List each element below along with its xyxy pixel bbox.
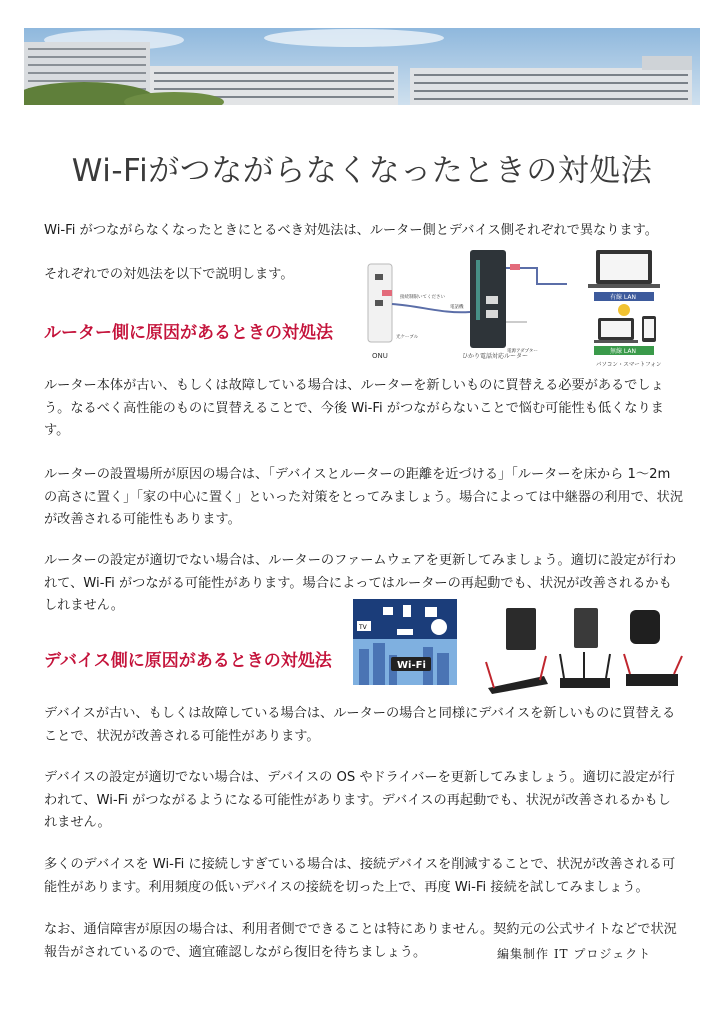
cable-label: 光ケーブル	[396, 335, 419, 340]
network-connection-diagram	[362, 246, 672, 370]
device-paragraph-4: なお、通信障害が原因の場合は、利用者側でできることは特にありません。契約元の公式サイトなどで状況報告がされているので、適宜確認しながら復旧を待ちましょう。	[44, 922, 677, 960]
router-label: ひかり電話対応ルーター	[462, 353, 529, 360]
device-paragraph-3: 多くのデバイスを Wi-Fi に接続しすぎている場合は、接続デバイスを削減することで、状況が改善される可能性があります。利用頻度の低いデバイスの接続を切った上で、再度 Wi-Fi 接続を試してみましょう。	[44, 857, 676, 895]
section-heading-router: ルーター側に原因があるときの対処法	[44, 323, 333, 343]
onu-label: ONU	[372, 352, 388, 360]
adapter-label: 電源アダプター	[507, 349, 538, 354]
devices-label: パソコン・スマートフォン	[596, 362, 662, 368]
wired-lan-label: 有線 LAN	[610, 294, 636, 301]
device-paragraph-2: デバイスの設定が適切でない場合は、デバイスの OS やドライバーを更新してみましょう。適切に設定が行われて、Wi-Fi がつながるようになる可能性があります。デバイスの再起動でも、状況が改善されるかもしれません。	[44, 770, 675, 830]
wifi-city-illustration	[353, 599, 457, 685]
tv-label: TV	[359, 624, 367, 631]
page-title: Wi-Fiがつながらなくなったときの対処法	[71, 153, 653, 189]
router-paragraph-2: ルーターの設置場所が原因の場合は、「デバイスとルーターの距離を近づける」「ルーターを床から 1～2m の高さに置く」「家の中心に置く」といった対策をとってみましょう。場合によっては中継器の利用で、状況が改善される可能性もあります。	[44, 467, 684, 527]
device-paragraph-1: デバイスが古い、もしくは故障している場合は、ルーターの場合と同様にデバイスを新しいものに買替えることで、状況が改善される可能性があります。	[44, 706, 676, 744]
router-paragraph-3: ルーターの設定が適切でない場合は、ルーターのファームウェアを更新してみましょう。適切に設定が行われて、Wi-Fi がつながる可能性があります。場合によってはルーターの再起動でも、状況が改善されるかもしれません。	[44, 553, 677, 613]
wireless-lan-label: 無線 LAN	[610, 348, 636, 355]
header-photo-apartments	[24, 28, 700, 105]
section-heading-device: デバイス側に原因があるときの対処法	[44, 651, 332, 671]
wifi-badge: Wi-Fi	[397, 660, 426, 671]
routers-photo	[484, 604, 686, 696]
router-paragraph-1: ルーター本体が古い、もしくは故障している場合は、ルーターを新しいものに買替える必要があるでしょう。なるべく高性能のものに買替えることで、今後 Wi-Fi がつながらないことで悩む可能性も低くなります。	[44, 378, 664, 438]
note-label: 接続制限いてください	[400, 295, 445, 300]
tel-label: 電話機	[450, 305, 464, 310]
intro-paragraph-2: それぞれでの対処法を以下で説明します。	[44, 267, 294, 282]
intro-paragraph: Wi-Fi がつながらなくなったときにとるべき対処法は、ルーター側とデバイス側それぞれで異なります。	[44, 223, 658, 238]
credit-line: 編集制作 IT プロジェクト	[497, 947, 652, 961]
